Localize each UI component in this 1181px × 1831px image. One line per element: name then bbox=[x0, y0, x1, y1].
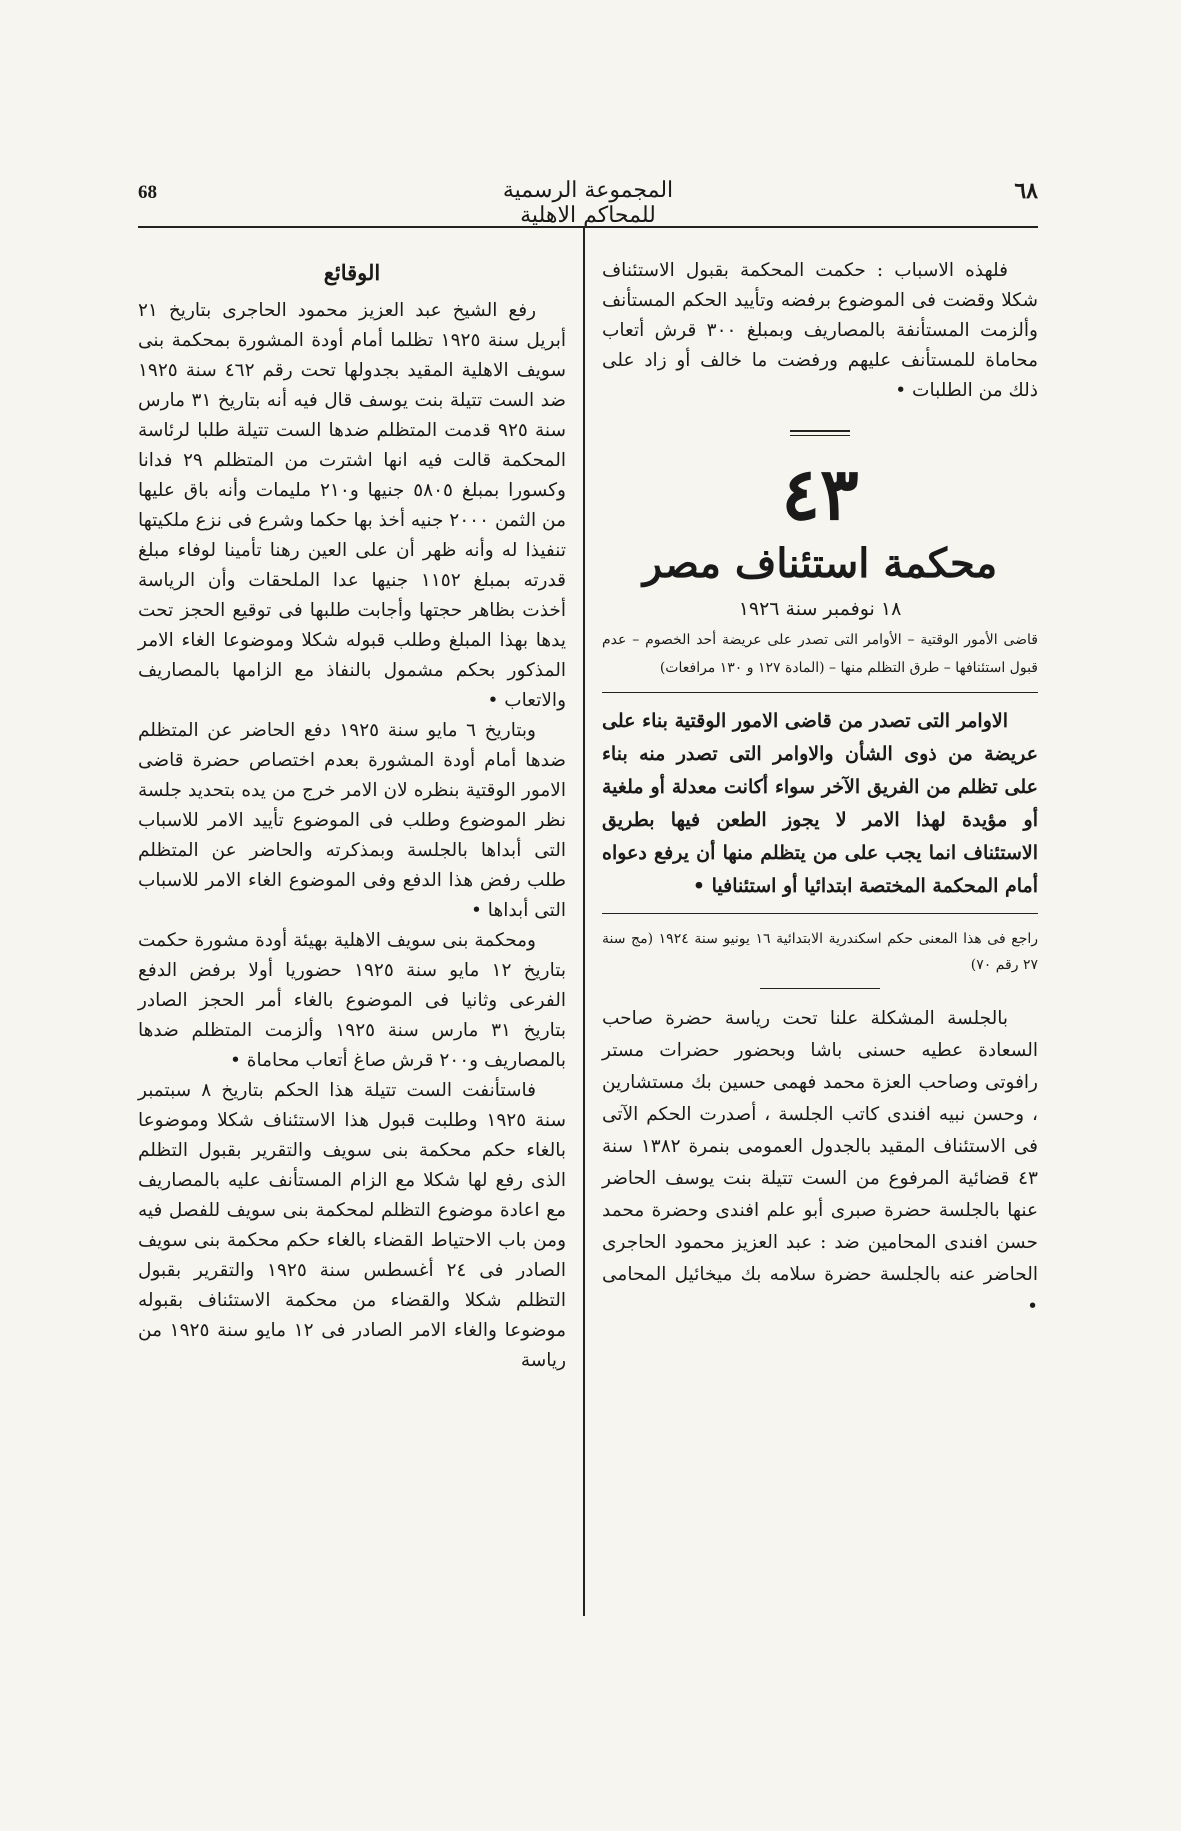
facts-paragraph-3: ومحكمة بنى سويف الاهلية بهيئة أودة مشورة حكمت بتاريخ ١٢ مايو سنة ١٩٢٥ حضوريا أولا برفض الدفع الفرعى وثانيا فى الموضوع بالغاء أمر الحجز الصادر بتاريخ ٣١ مارس سنة ١٩٢٥ وألزمت المتظلم ضدها بالمصاريف و٢٠٠ قرش صاغ أتعاب محاماة • bbox=[138, 930, 566, 1071]
keywords: قاضى الأمور الوقتية – الأوامر التى تصدر على عريضة أحد الخصوم – عدم قبول استئنافها – طرق التظلم منها – (المادة ١٢٧ و ١٣٠ مرافعات) bbox=[602, 632, 1038, 676]
running-title: المجموعة الرسمية للمحاكم الاهلية bbox=[502, 178, 674, 228]
reference-rule bbox=[760, 988, 880, 989]
facts-heading: الوقائع bbox=[323, 260, 381, 285]
header-rule bbox=[138, 226, 1038, 228]
court-name: محكمة استئناف مصر bbox=[642, 540, 998, 587]
column-divider bbox=[583, 226, 585, 1616]
session-paragraph: بالجلسة المشكلة علنا تحت رياسة حضرة صاحب السعادة عطيه حسنى باشا وبحضور حضرات مستر رافوتى وصاحب العزة محمد فهمى حسين بك مستشارين ، وحسن نبيه افندى كاتب الجلسة ، أصدرت الحكم الآتى فى الاستئناف المقيد بالجدول العمومى بنمرة ١٣٨٢ سنة ٤٣ قضائية المرفوع من الست تتيلة بنت يوسف الحاضر عنها بالجلسة حضرة صبرى أبو علم افندى وحضرة محمد حسن افندى المحامين ضد : عبد العزيز محمود الحاجرى الحاضر عنه بالجلسة حضرة سلامه بك ميخائيل المحامى • bbox=[602, 1008, 1039, 1317]
page-number-left: 68 bbox=[138, 182, 157, 203]
page-number-right: ٦٨ bbox=[1014, 178, 1038, 204]
principle-rule bbox=[602, 913, 1038, 914]
judgment-date: ١٨ نوفمبر سنة ١٩٢٦ bbox=[738, 598, 902, 620]
section-separator bbox=[790, 430, 850, 436]
facts-paragraph-2: وبتاريخ ٦ مايو سنة ١٩٢٥ دفع الحاضر عن المتظلم ضدها أمام أودة المشورة بعدم اختصاص حضرة قاضى الامور الوقتية بنظره لان الامر خرج من يده بتحديد جلسة نظر الموضوع وطلب فى الموضوع تأييد الامر للاسباب التى أبداها بالجلسة وبمذكرته والحاضر عن المتظلم طلب رفض هذا الدفع وفى الموضوع الغاء الامر للاسباب التى أبداها • bbox=[138, 720, 566, 921]
left-column bbox=[138, 258, 566, 1376]
right-column bbox=[602, 256, 1038, 1323]
facts-paragraph-1: رفع الشيخ عبد العزيز محمود الحاجرى بتاريخ ٢١ أبريل سنة ١٩٢٥ تظلما أمام أودة المشورة بمحكمة بنى سويف الاهلية المقيد بجدولها تحت رقم ٤٦٢ سنة ١٩٢٥ ضد الست تتيلة بنت يوسف قال فيه أنه بتاريخ ٣١ مارس سنة ٩٢٥ قدمت المتظلم ضدها الست تتيلة طلبا لرئاسة المحكمة قالت فيه انها اشترت من المتظلم ٢٩ فدانا وكسورا بمبلغ ٥٨٠٥ جنيها و٢١٠ مليمات وأنه باق عليها من الثمن ٢٠٠٠ جنيه أخذ بها حكما وشرع فى نزع ملكيتها تنفيذا له وأنه ظهر أن على العين رهنا تأمينا لوفاء مبلغ قدرته بمبلغ ١١٥٢ جنيها عدا الملحقات وأن الرياسة أخذت بظاهر حجتها وأجابت طلبها فى توقيع الحجز تحت يدها بهذا المبلغ وطلب قبوله شكلا وموضوعا الغاء الامر المذكور بحكم مشمول بالنفاذ مع الزامها بالمصاريف والاتعاب • bbox=[138, 300, 567, 711]
reference-note: راجع فى هذا المعنى حكم اسكندرية الابتدائية ١٦ يونيو سنة ١٩٢٤ (مج سنة ٢٧ رقم ٧٠) bbox=[602, 931, 1039, 973]
legal-principle: الاوامر التى تصدر من قاضى الامور الوقتية بناء على عريضة من ذوى الشأن والاوامر التى تصدر منه بناء على تظلم من الفريق الآخر سواء أكانت معدلة أو ملغية أو مؤيدة لهذا الامر لا يجوز الطعن فيها بطريق الاستئناف انما يجب على من يتظلم منها أن يرفع دعواه أمام المحكمة المختصة ابتدائيا أو استئنافيا • bbox=[602, 710, 1038, 897]
case-number: ٤٣ bbox=[781, 451, 859, 536]
keywords-rule bbox=[602, 692, 1038, 693]
running-header bbox=[138, 178, 1038, 228]
facts-paragraph-4: فاستأنفت الست تتيلة هذا الحكم بتاريخ ٨ سبتمبر سنة ١٩٢٥ وطلبت قبول هذا الاستئناف شكلا وموضوعا بالغاء حكم محكمة بنى سويف والتقرير بقبول التظلم الذى رفع لها شكلا مع الزام المستأنف عليه بالمصاريف مع اعادة موضوع التظلم لمحكمة بنى سويف للفصل فيه ومن باب الاحتياط القضاء بالغاء حكم محكمة بنى سويف الصادر فى ٢٤ أغسطس سنة ١٩٢٥ والتقرير بقبول التظلم شكلا والقضاء من محكمة الاستئناف بقبوله موضوعا والغاء الامر الصادر فى ١٢ مايو سنة ١٩٢٥ من رياسة bbox=[138, 1080, 567, 1371]
closing-paragraph: فلهذه الاسباب : حكمت المحكمة بقبول الاستئناف شكلا وقضت فى الموضوع برفضه وتأييد الحكم المستأنف وألزمت المستأنفة بالمصاريف وبمبلغ ٣٠٠ قرش أتعاب محاماة للمستأنف عليهم ورفضت ما خالف أو زاد على ذلك من الطلبات • bbox=[602, 260, 1038, 401]
